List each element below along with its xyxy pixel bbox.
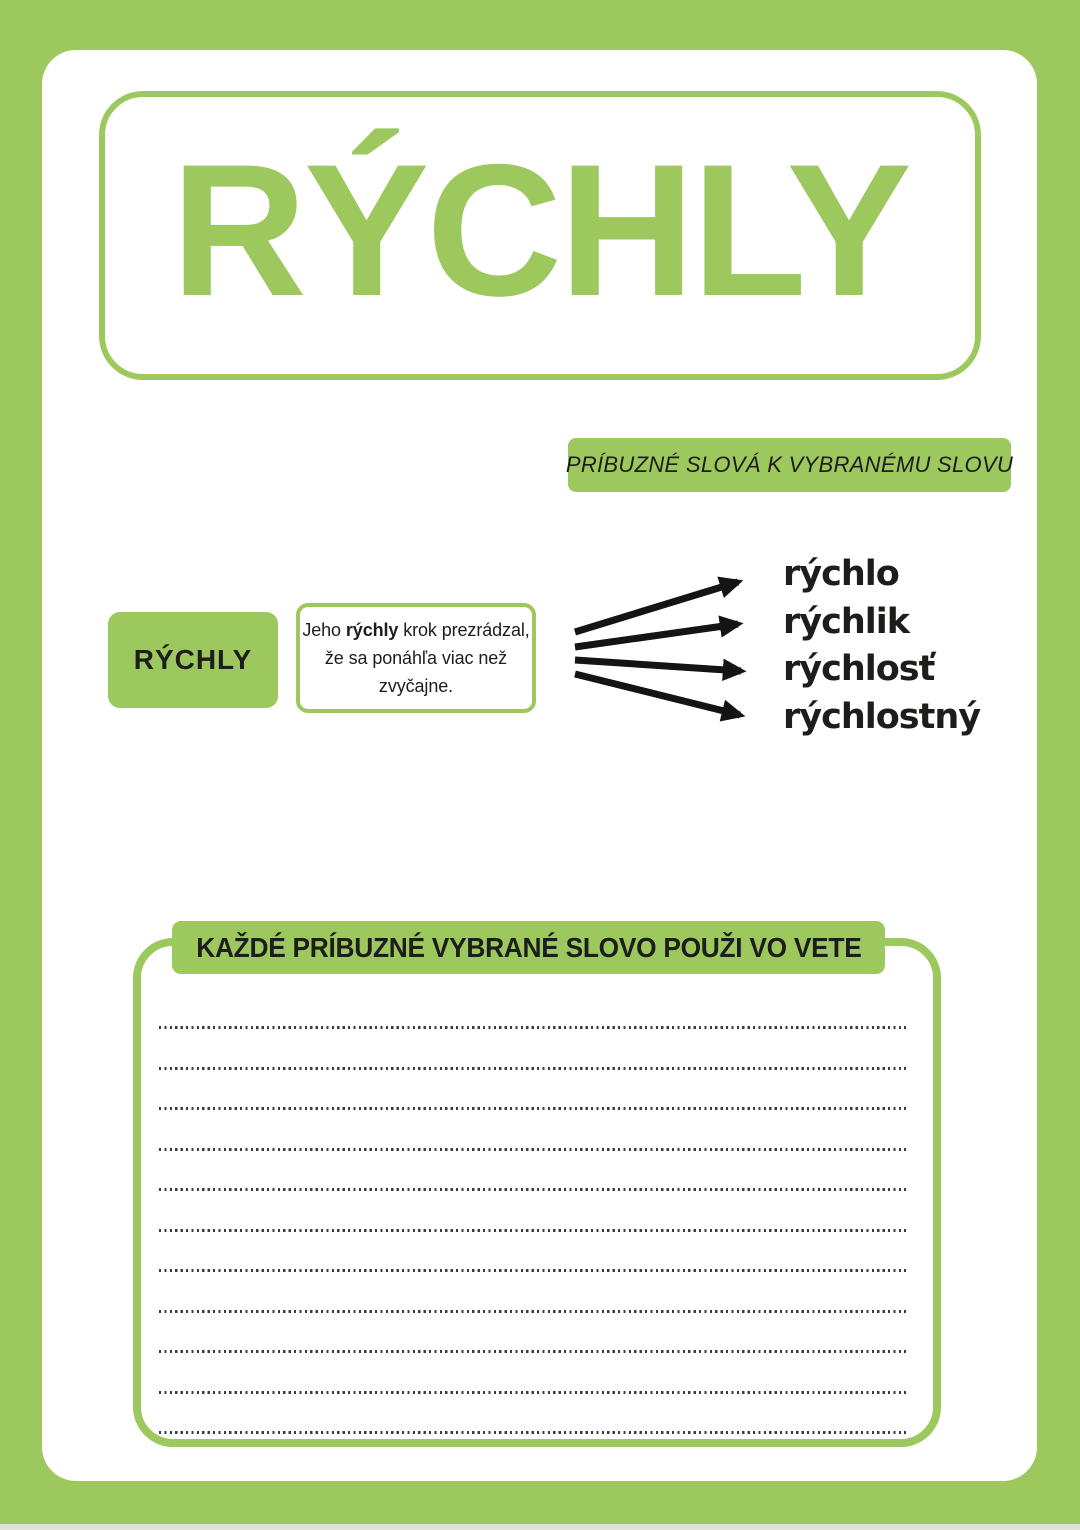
arrow-to-word-3 [575,660,741,671]
writing-line [159,1067,906,1070]
writing-line [159,1350,906,1353]
page-bottom-edge [0,1524,1080,1530]
writing-line [159,1229,906,1232]
example-sentence-box [296,603,536,713]
derived-words-list [783,551,980,741]
fan-arrows-icon [558,553,763,735]
example-sentence [300,616,532,700]
keyword-box [108,612,278,708]
writing-line [159,1431,906,1434]
writing-line [159,1310,906,1313]
derived-word: rýchlo [783,554,899,594]
derived-word: rýchlostný [783,696,981,737]
derived-word: rýchlik [783,601,910,642]
derived-word: rýchlosť [783,649,935,689]
writing-line [159,1148,906,1151]
sentence-before: Jeho [302,620,346,640]
arrow-to-word-4 [575,674,740,715]
related-words-banner-label: PRÍBUZNÉ SLOVÁ K VYBRANÉMU SLOVU [565,452,1014,477]
writing-lines [159,1026,906,1446]
writing-line [159,1269,906,1272]
page-title: RÝCHLY [171,124,909,335]
writing-line [159,1026,906,1029]
sentence-highlight: rýchly [345,620,399,640]
writing-line [159,1188,906,1191]
sentence-task-banner [172,921,885,974]
title-box [99,91,981,380]
sentence-task-banner-label: KAŽDÉ PRÍBUZNÉ VYBRANÉ SLOVO POUŽI VO VETE [195,931,862,963]
related-words-banner [565,438,1014,492]
writing-line [159,1107,906,1110]
writing-line [159,1391,906,1394]
sentence-after: krok prezrádzal, že sa ponáhľa viac než zvyčajne. [324,620,530,696]
keyword-label: RÝCHLY [133,644,253,675]
